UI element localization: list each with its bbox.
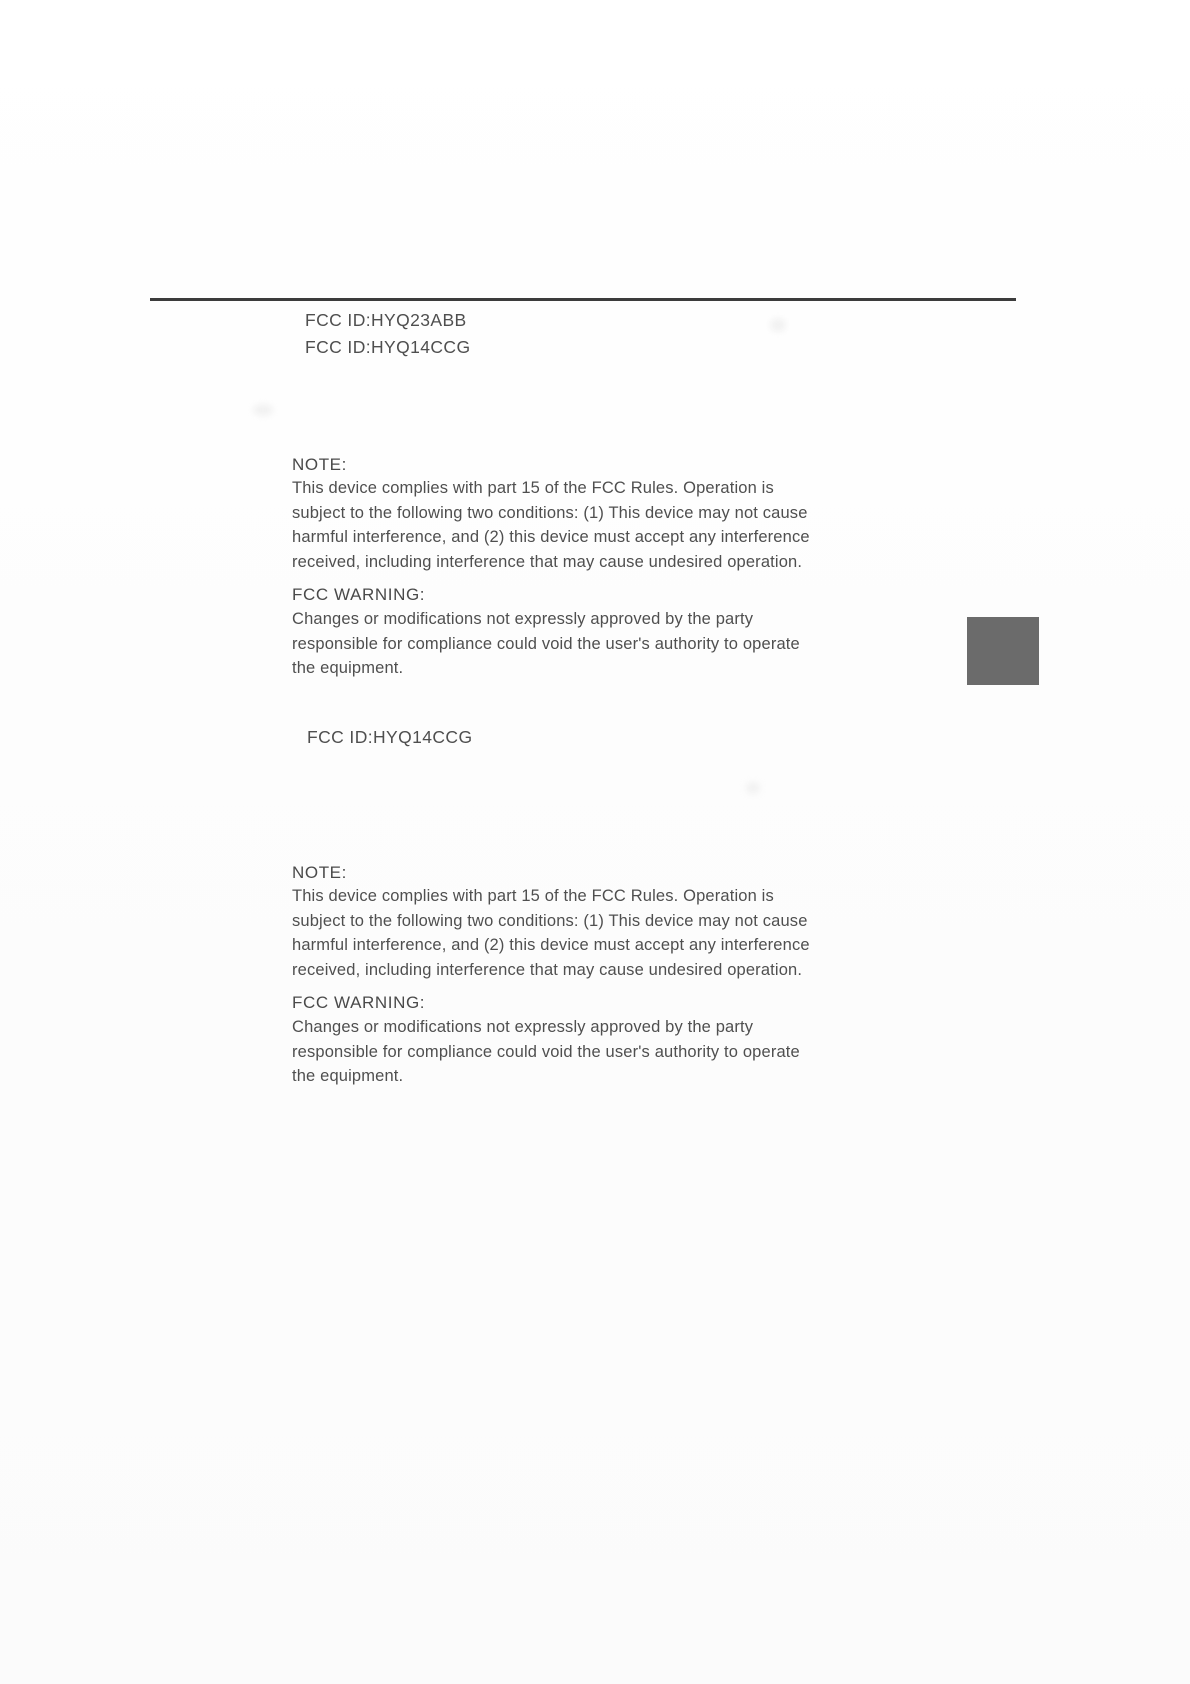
- warning-line: responsible for compliance could void the user's authority to operate: [292, 634, 800, 653]
- scan-smudge: [746, 782, 760, 794]
- scan-smudge: [253, 404, 273, 416]
- note-body-2: [292, 884, 912, 982]
- warning-body-2: [292, 1015, 912, 1089]
- warning-line: Changes or modifications not expressly approved by the party: [292, 1018, 754, 1036]
- scan-smudge: [770, 318, 786, 332]
- note-line: received, including interference that may cause undesired operation.: [292, 960, 803, 979]
- note-line: harmful interference, and (2) this device must accept any interference: [292, 528, 810, 546]
- fcc-id-middle: FCC ID:HYQ14CCG: [307, 727, 473, 747]
- warning-line: the equipment.: [292, 659, 404, 677]
- note-heading-2: NOTE:: [292, 863, 347, 882]
- page-edge-tab-mark: [967, 617, 1039, 685]
- note-line: This device complies with part 15 of the FCC Rules. Operation is: [292, 479, 774, 497]
- note-line: received, including interference that may cause undesired operation.: [292, 552, 803, 571]
- warning-line: responsible for compliance could void the user's authority to operate: [292, 1042, 800, 1061]
- note-body-1: [292, 476, 912, 574]
- note-line: subject to the following two conditions: (1) This device may not cause: [292, 503, 808, 522]
- fcc-id-line: FCC ID:HYQ14CCG: [305, 337, 471, 357]
- note-line: harmful interference, and (2) this device must accept any interference: [292, 936, 810, 954]
- fcc-id-group-top: [305, 307, 470, 361]
- note-line: subject to the following two conditions: (1) This device may not cause: [292, 911, 808, 930]
- fcc-id-line: FCC ID:HYQ23ABB: [305, 310, 467, 330]
- note-heading-1: NOTE:: [292, 455, 347, 474]
- warning-line: Changes or modifications not expressly approved by the party: [292, 610, 754, 628]
- warning-heading-1: FCC WARNING:: [292, 585, 426, 604]
- warning-line: the equipment.: [292, 1067, 404, 1085]
- warning-body-1: [292, 607, 912, 681]
- warning-heading-2: FCC WARNING:: [292, 993, 426, 1012]
- note-line: This device complies with part 15 of the FCC Rules. Operation is: [292, 887, 774, 905]
- horizontal-rule: [150, 298, 1016, 301]
